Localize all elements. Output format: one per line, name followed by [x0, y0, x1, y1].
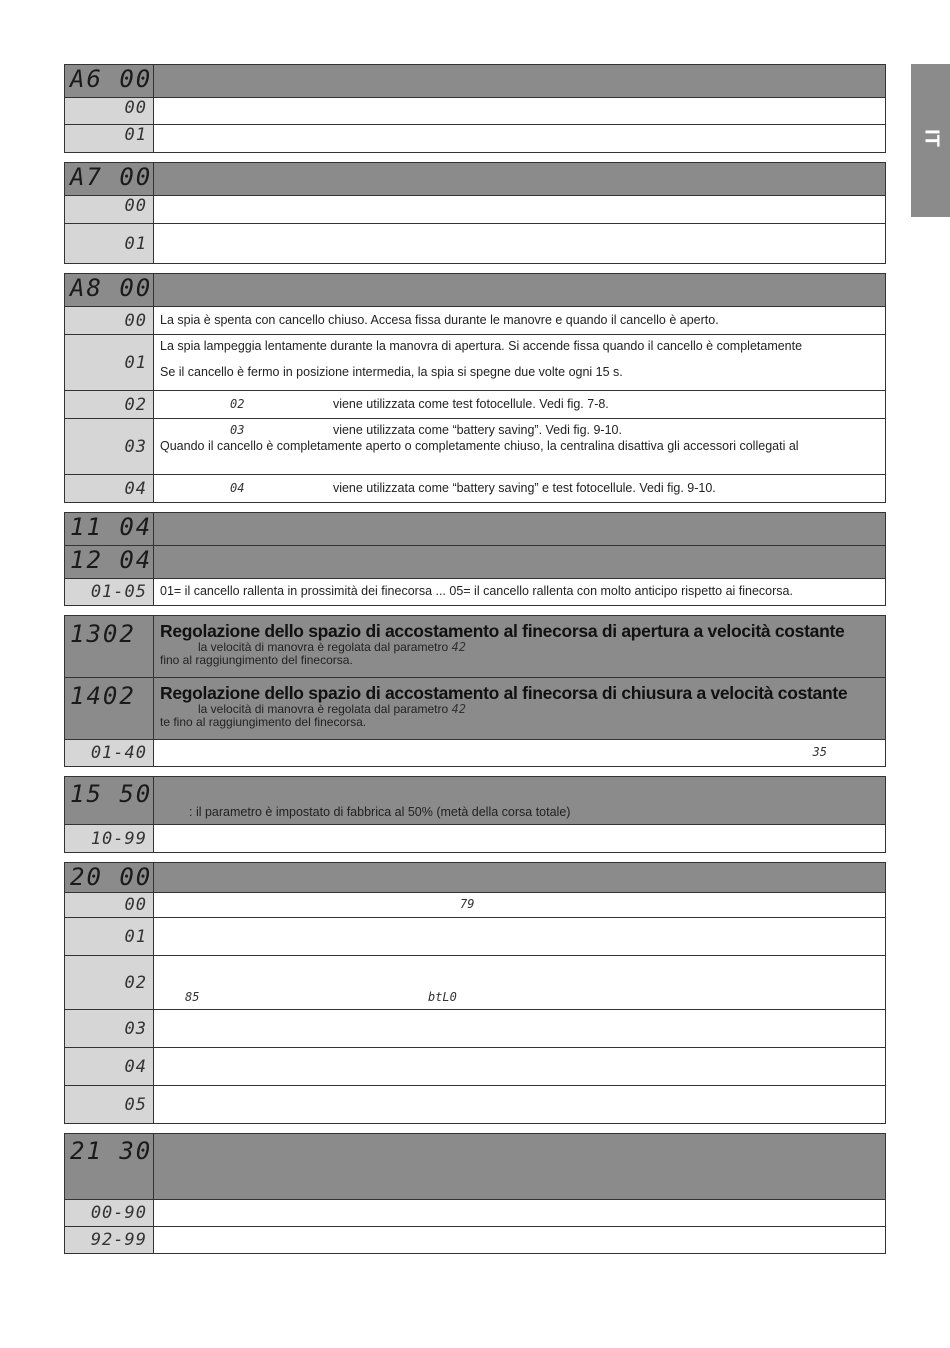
value-code: 04 — [65, 475, 154, 503]
value-description: viene utilizzata come “battery saving”. Vedi fig. 9-10. — [332, 423, 622, 437]
value-code: 00 — [65, 893, 154, 918]
param-code: 1302 — [65, 616, 154, 678]
value-code: 02 — [65, 956, 154, 1010]
param-block-a8 — [64, 273, 886, 503]
value-code: 03 — [65, 1010, 154, 1048]
value-description: La spia è spenta con cancello chiuso. Accesa fissa durante le manovre e quando il cancello è aperto. — [154, 307, 886, 335]
inline-code: 02 — [230, 396, 245, 411]
value-code: 04 — [65, 1048, 154, 1086]
inline-code: 42 — [451, 640, 466, 654]
param-title: Regolazione dello spazio di accostamento al finecorsa di apertura a velocità costante — [160, 621, 845, 641]
value-code: 01 — [65, 335, 154, 391]
inline-code: 79 — [460, 897, 475, 912]
default-value: 35 — [812, 745, 827, 760]
language-tab — [911, 64, 950, 217]
param-code: 15 50 — [65, 777, 154, 825]
inline-code: 03 — [230, 423, 245, 437]
param-code: 1402 — [65, 678, 154, 740]
value-description: La spia lampeggia lentamente durante la manovra di apertura. Si accende fissa quando il cancello è completamente — [160, 339, 803, 353]
inline-code: 85 — [185, 990, 200, 1005]
param-block-20 — [64, 862, 886, 1124]
param-code: A6 00 — [65, 65, 154, 98]
param-subtitle: la velocità di manovra è regolata dal parametro — [198, 702, 449, 716]
param-block-a7 — [64, 162, 886, 264]
inline-code: btL0 — [427, 990, 457, 1005]
value-code: 01 — [65, 918, 154, 956]
value-code: 02 — [65, 391, 154, 419]
value-code: 00 — [65, 307, 154, 335]
param-block-21 — [64, 1133, 886, 1254]
value-code: 10-99 — [65, 825, 154, 853]
param-code: A8 00 — [65, 274, 154, 307]
param-note: : il parametro è impostato di fabbrica al 50% (metà della corsa totale) — [189, 805, 571, 820]
value-code: 92-99 — [65, 1227, 154, 1254]
value-description-2: Se il cancello è fermo in posizione intermedia, la spia si spegne due volte ogni 15 s. — [160, 364, 623, 379]
param-code: 12 04 — [65, 546, 154, 579]
value-code: 01-40 — [65, 740, 154, 767]
value-code: 00 — [65, 196, 154, 224]
param-block-11-12 — [64, 512, 886, 606]
value-code: 03 — [65, 419, 154, 475]
value-code: 00 — [65, 98, 154, 125]
inline-code: 42 — [451, 702, 466, 716]
inline-code: 04 — [230, 480, 245, 495]
param-block-13-14 — [64, 615, 886, 767]
language-tab-label: IT — [920, 129, 942, 147]
param-subtitle-2: fino al raggiungimento del finecorsa. — [160, 653, 353, 667]
param-block-15 — [64, 776, 886, 853]
param-subtitle-2: te fino al raggiungimento del finecorsa. — [160, 715, 367, 729]
value-code: 00-90 — [65, 1200, 154, 1227]
param-code: 21 30 — [65, 1134, 154, 1200]
param-code: 20 00 — [65, 863, 154, 893]
param-subtitle: la velocità di manovra è regolata dal parametro — [198, 640, 449, 654]
value-code: 01-05 — [65, 579, 154, 606]
value-description: 01= il cancello rallenta in prossimità dei finecorsa ... 05= il cancello rallenta con molto anticipo rispetto ai finecorsa. — [154, 579, 886, 606]
param-code: 11 04 — [65, 513, 154, 546]
value-code: 01 — [65, 224, 154, 264]
param-block-a6 — [64, 64, 886, 153]
param-title: Regolazione dello spazio di accostamento al finecorsa di chiusura a velocità costante — [160, 683, 848, 703]
value-description: viene utilizzata come test fotocellule. Vedi fig. 7-8. — [332, 396, 609, 411]
value-code: 01 — [65, 125, 154, 153]
param-code: A7 00 — [65, 163, 154, 196]
value-code: 05 — [65, 1086, 154, 1124]
value-description-2: Quando il cancello è completamente aperto o completamente chiuso, la centralina disattiva gli accessori collegati al — [160, 438, 799, 453]
value-description: viene utilizzata come “battery saving” e test fotocellule. Vedi fig. 9-10. — [332, 480, 716, 495]
